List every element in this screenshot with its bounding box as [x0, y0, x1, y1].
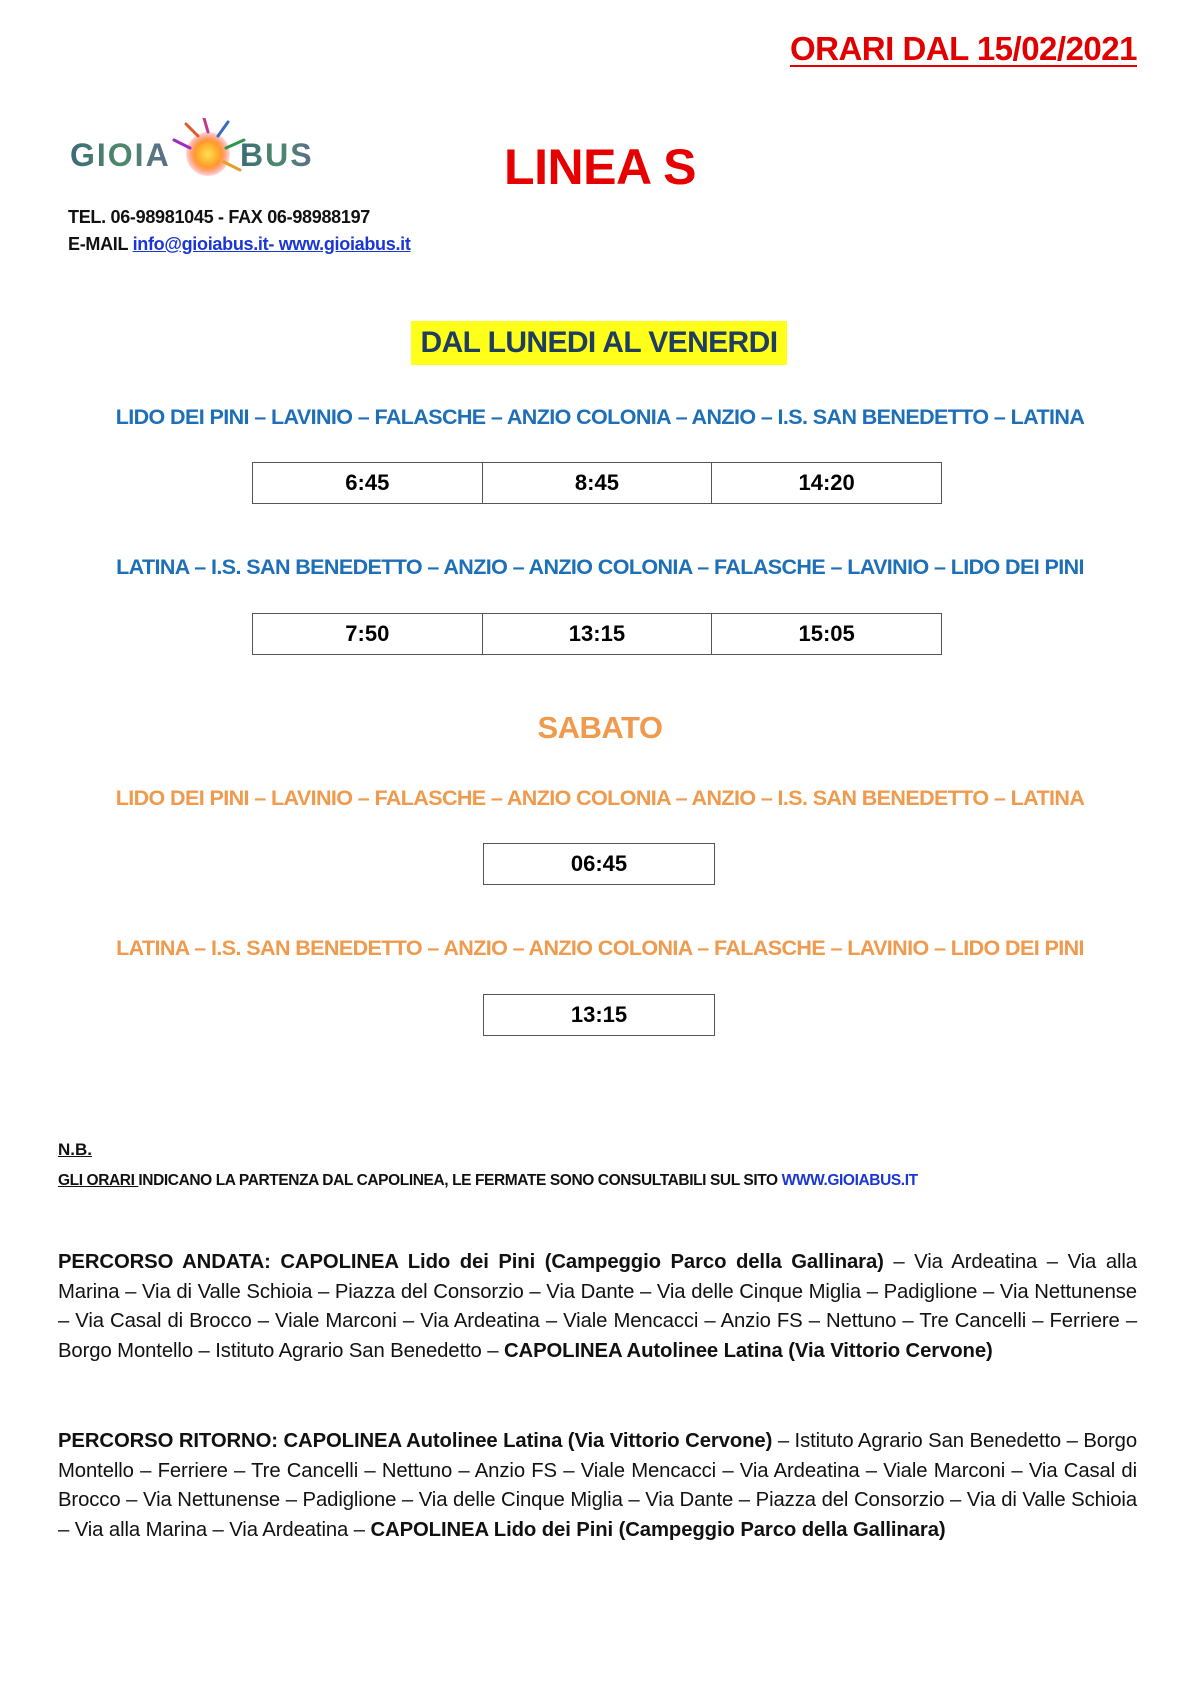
svg-text:GIOIA: GIOIA	[70, 137, 171, 173]
ritorno-heading: PERCORSO RITORNO: CAPOLINEA Autolinee Latina (Via Vittorio Cervone)	[58, 1430, 773, 1452]
nb-label: N.B.	[58, 1140, 92, 1159]
time-cell: 13:15	[482, 614, 712, 655]
departure-note	[58, 1172, 918, 1190]
andata-terminus: CAPOLINEA Autolinee Latina (Via Vittorio Cervone)	[503, 1339, 993, 1362]
weekday-return-times-table	[252, 613, 942, 655]
effective-date-heading: ORARI DAL 15/02/2021	[789, 30, 1137, 67]
time-cell: 6:45	[253, 463, 483, 504]
gioiabus-logo	[68, 118, 348, 188]
andata-stops: – Via Ardeatina – Via alla Marina – Via di Valle Schioia – Piazza del Consorzio – Via Dante – Via delle Cinque Miglia – Padiglione – Via Nettunense – Via Casal di Brocco – Viale Marconi – Via Ardeatina – Viale Mencacci – Anzio FS – Nettuno – Tre Cancelli – Ferriere – Borgo Montello – Istituto Agrario San Benedetto –	[58, 1251, 1137, 1362]
time-cell: 15:05	[712, 614, 942, 655]
note-underlined: GLI ORARI	[58, 1172, 139, 1189]
svg-text:BUS: BUS	[240, 137, 314, 173]
andata-heading: PERCORSO ANDATA: CAPOLINEA Lido dei Pini (Campeggio Parco della Gallinara)	[58, 1251, 884, 1273]
ritorno-terminus: CAPOLINEA Lido dei Pini (Campeggio Parco della Gallinara)	[370, 1518, 946, 1541]
time-cell: 13:15	[484, 995, 715, 1036]
time-cell: 8:45	[482, 463, 712, 504]
time-cell: 14:20	[712, 463, 942, 504]
weekdays-title: DAL LUNEDI AL VENERDI	[411, 321, 787, 365]
saturday-return-times-table	[483, 994, 715, 1036]
weekday-return-route: LATINA – I.S. SAN BENEDETTO – ANZIO – ANZIO COLONIA – FALASCHE – LAVINIO – LIDO DEI PINI	[116, 555, 1084, 579]
saturday-title: SABATO	[537, 710, 663, 745]
saturday-outbound-times-table	[483, 843, 715, 885]
logo-icon	[68, 118, 348, 188]
email-website-link[interactable]: info@gioiabus.it- www.gioiabus.it	[132, 234, 411, 254]
contact-email	[68, 234, 411, 255]
time-cell: 06:45	[484, 844, 715, 885]
percorso-andata	[58, 1248, 1137, 1366]
contact-phone-fax: TEL. 06-98981045 - FAX 06-98988197	[68, 207, 371, 227]
website-link[interactable]: WWW.GIOIABUS.IT	[781, 1172, 918, 1189]
weekday-outbound-route: LIDO DEI PINI – LAVINIO – FALASCHE – ANZIO COLONIA – ANZIO – I.S. SAN BENEDETTO – LATINA	[115, 405, 1085, 429]
saturday-outbound-route: LIDO DEI PINI – LAVINIO – FALASCHE – ANZIO COLONIA – ANZIO – I.S. SAN BENEDETTO – LATINA	[115, 786, 1085, 810]
time-cell: 7:50	[253, 614, 483, 655]
ritorno-stops: – Istituto Agrario San Benedetto – Borgo Montello – Ferriere – Tre Cancelli – Nettuno – Anzio FS – Viale Mencacci – Via Ardeatina – Viale Marconi – Via Casal di Brocco – Via Nettunense – Padiglione – Via delle Cinque Miglia – Via Dante – Piazza del Consorzio – Via di Valle Schioia – Via alla Marina – Via Ardeatina –	[58, 1430, 1137, 1541]
note-text: INDICANO LA PARTENZA DAL CAPOLINEA, LE FERMATE SONO CONSULTABILI SUL SITO	[138, 1172, 782, 1189]
email-label: E-MAIL	[68, 234, 133, 254]
saturday-return-route: LATINA – I.S. SAN BENEDETTO – ANZIO – ANZIO COLONIA – FALASCHE – LAVINIO – LIDO DEI PINI	[116, 936, 1084, 960]
percorso-ritorno	[58, 1427, 1137, 1545]
weekday-outbound-times-table	[252, 462, 942, 504]
line-title: LINEA S	[504, 139, 696, 195]
